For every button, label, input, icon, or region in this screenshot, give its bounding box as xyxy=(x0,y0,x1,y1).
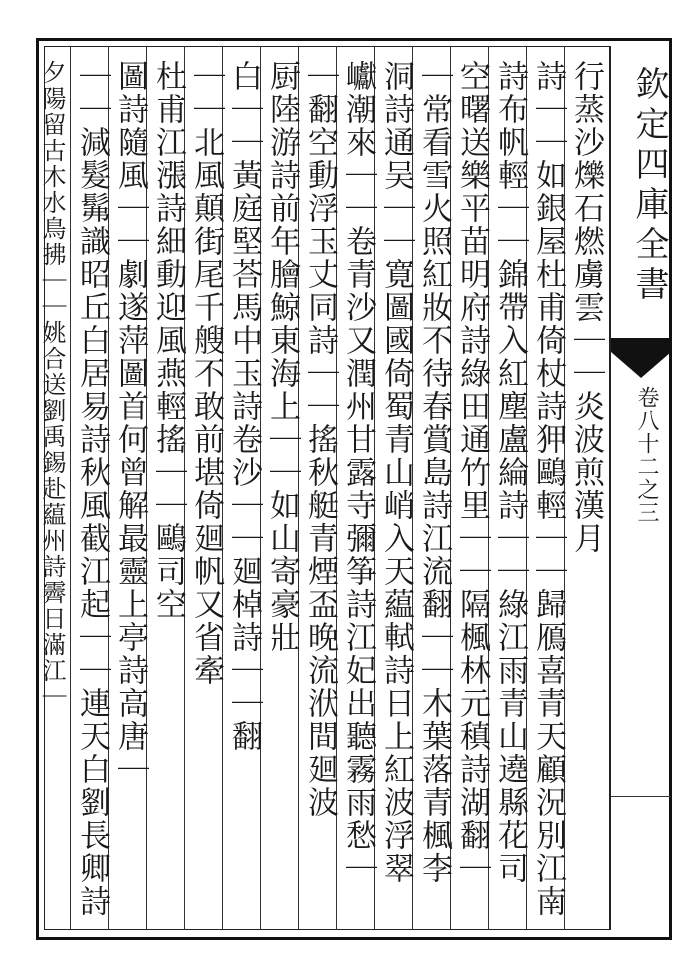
text-column-13: 圖詩隨風｜｜劇遂萍圖首何曾解最靈上亭詩高唐｜ xyxy=(112,60,148,786)
text-column-10: 白｜｜黃庭堅荅馬中玉詩卷沙｜｜廻棹詩｜｜翻 xyxy=(226,60,262,753)
text-column-12: 杜甫江漲詩細動迎風燕輕搖｜｜鷗司空 xyxy=(150,60,186,621)
volume-label: 卷八十二之三 xyxy=(634,386,659,524)
text-column-6: 洞詩通吴｜｜寛圖國倚蜀青山峭入天藴軾詩日上紅波浮翠 xyxy=(378,60,414,885)
text-column-9: 厨陸游詩前年膾鯨東海上｜｜如山寄豪壯 xyxy=(264,60,300,654)
fishtail-mark-icon xyxy=(611,338,671,380)
text-column-15: 夕陽留古木水鳥拂｜｜姚合送劉禹錫赴藴州詩霽日滿江｜ xyxy=(38,60,66,710)
text-column-2: 詩｜｜如銀屋杜甫倚杖詩狎鷗輕｜｜歸鴈喜青天顧況別江南 xyxy=(530,60,566,918)
text-column-14: ｜｜減髮髴識昭丘白居易詩秋風截江起｜｜連天白劉長卿詩 xyxy=(74,60,110,918)
text-column-4: 空曙送樂平苗明府詩綠田通竹里｜｜隔楓林元稹詩湖翻｜ xyxy=(454,60,490,885)
text-column-1: 行蒸沙爍石燃虜雲｜｜炎波煎漢月 xyxy=(568,60,604,555)
text-column-3: 詩布帆輕｜｜錦帶入紅塵盧綸詩｜｜綠江雨青山遶縣花司 xyxy=(492,60,528,885)
margin-column xyxy=(610,46,672,930)
book-title: 欽定四庫全書 xyxy=(629,66,669,306)
margin-divider xyxy=(611,796,671,797)
text-column-8: ｜翻空動浮玉丈同詩｜｜搖秋艇青煙盃晚流洑間廻波 xyxy=(302,60,338,819)
text-column-7: 巘潮來｜｜卷青沙又潤州甘露寺彌筝詩江妃出聽霧雨愁｜ xyxy=(340,60,376,885)
text-column-5: ｜常看雪火照紅妝不待春賞島詩江流翻｜｜木葉落青楓李 xyxy=(416,60,452,885)
text-column-11: ｜｜北風顛街尾千艘不敢前堪倚廻帆又省牽 xyxy=(188,60,224,687)
